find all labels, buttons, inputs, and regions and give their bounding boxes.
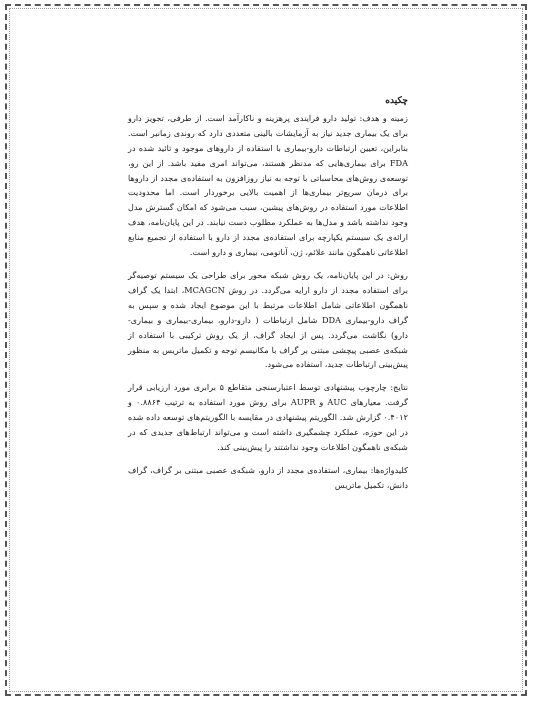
method-paragraph: روش: در این پایان‌نامه، یک روش شبکه محور برای طراحی یک سیستم توصیه‌گر برای استفاده مجدد از دارو ارایه می‌گردد. در روش MCAGCN، ابتدا یک گراف ناهمگون اطلاعاتی شامل اطلاعات مرتبط با این موضوع ایجاد شده و سپس به گراف دارو-بیماری DDA شامل ارتباطات ( دارو-دارو، بیماری-بیماری و بیماری- دارو) نگاشت می‌گردد. پس از ایجاد گراف، از یک روش ترکیبی با استفاده از شبکه‌ی عصبی پیچشی مبتنی بر گراف با مکانیسم توجه و تکمیل ماتریس به منظور پیش‌بینی ارتباطات جدید، استفاده می‌شود. <box>128 269 408 370</box>
results-paragraph: نتایج: چارچوب پیشنهادی توسط اعتبارسنجی متقاطع ۵ برابری مورد ارزیابی قرار گرفت. معیارهای AUC و AUPR برای روش مورد استفاده به ترتیب ۰.۸۸۶۴ و ۰.۴۰۱۲ گزارش شد. الگوریتم پیشنهادی در مقایسه با الگوریتم‌های توسعه داده شده در این حوزه، عملکرد چشمگیری داشته است و می‌تواند ارتباط‌های جدیدی که در شبکه‌ی ناهمگون اطلاعات وجود نداشتند را پیش‌بینی کند. <box>128 382 409 452</box>
abstract-section <box>128 94 408 493</box>
keywords-line: کلیدواژه‌ها: بیماری، استفاده‌ی مجدد از دارو، شبکه‌ی عصبی مبتنی بر گراف، گراف دانش، تکمیل ماتریس <box>128 464 408 490</box>
abstract-title: چکیده <box>385 96 408 106</box>
background-paragraph: زمینه و هدف: تولید دارو فرایندی پرهزینه و ناکارآمد است. از طرفی، تجویز دارو برای یک بیماری جدید نیاز به آزمایشات بالینی متعددی دارد که روندی زمانبر است. بنابراین، تعیین ارتباطات دارو-بیماری با استفاده از داروهای موجود و تائید شده در FDA برای بیماری‌هایی که مدنظر هستند، می‌تواند امری مفید باشد. از این رو، توسعه‌ی روش‌های محاسباتی با توجه به نیاز روزافزون به استفاده‌ی مجدد از داروها برای درمان سریع‌تر بیماری‌ها از اهمیت بالایی برخوردار است. اما محدودیت اطلاعات مورد استفاده در روش‌های پیشین، سبب می‌شود که امکان گسترش مدل وجود نداشته باشد و مدل‌ها به عملکرد مطلوب دست نیابند. در این پایان‌نامه، هدف ارائه‌ی یک سیستم یکپارچه برای استفاده‌ی مجدد از دارو با استفاده از تجمیع منابع اطلاعاتی ناهمگون مانند علائم، ژن، آناتومی، بیماری و دارو است. <box>128 112 408 258</box>
